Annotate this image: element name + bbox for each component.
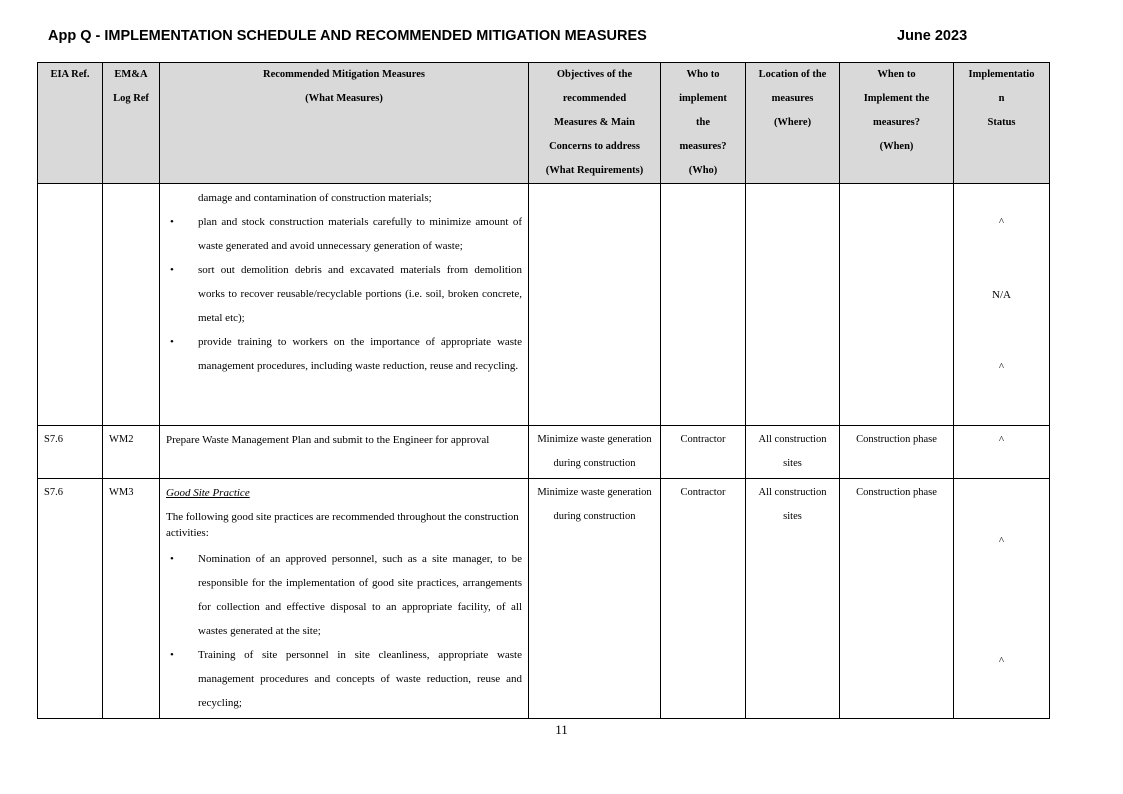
when-cell [840,184,954,426]
table-row [38,479,1050,719]
section-heading: Good Site Practice [166,487,250,499]
who-cell: Contractor [661,426,746,479]
mitigation-measures-cell [160,479,529,719]
bullet-icon: • [170,216,174,228]
bullet-icon: • [170,553,174,565]
list-item: • provide training to workers on the importance of appropriate waste management procedures, including waste reduction, reuse and recycling. [166,330,522,378]
list-item: • sort out demolition debris and excavated materials from demolition works to recover reusable/recyclable portions (i.e. soil, broken concrete, metal etc); [166,258,522,330]
intro-text: The following good site practices are recommended throughout the construction activities: [166,511,519,539]
eia-ref-cell: S7.6 [38,426,103,479]
mitigation-measures-cell [160,184,529,426]
header-when: When to Implement the measures? (When) [840,63,954,184]
header-who: Who to implement the measures? (Who) [661,63,746,184]
table-header-row [38,63,1050,184]
list-item: • plan and stock construction materials carefully to minimize amount of waste generated and avoid unnecessary generation of waste; [166,210,522,258]
page-number: 11 [555,722,568,737]
table-row [38,184,1050,426]
when-cell: Construction phase [840,426,954,479]
header-implementation-status: Implementatio n Status [954,63,1050,184]
header-ema-log-ref: EM&A Log Ref [103,63,160,184]
header-where: Location of the measures (Where) [746,63,840,184]
status-cell: ^ [954,426,1050,479]
where-cell [746,184,840,426]
list-item: • Nomination of an approved personnel, such as a site manager, to be responsible for the implementation of good site practices, arrangements for collection and effective disposal to an appropriate facility, of all wastes generated at the site; [166,547,522,643]
where-cell: All construction sites [746,426,840,479]
bullet-icon: • [170,649,174,661]
objectives-cell: Minimize waste generation during construction [529,479,661,719]
eia-ref-cell: S7.6 [38,479,103,719]
eia-ref-cell [38,184,103,426]
implementation-schedule-table [37,62,1050,719]
status-value: N/A [992,289,1011,301]
continuation-text: damage and contamination of construction materials; [198,192,432,204]
ema-log-ref-cell: WM3 [103,479,160,719]
table-row [38,426,1050,479]
where-cell: All construction sites [746,479,840,719]
header-eia-ref: EIA Ref. [38,63,103,184]
header-objectives: Objectives of the recommended Measures & Main Concerns to address (What Requirements) [529,63,661,184]
mitigation-measures-cell: Prepare Waste Management Plan and submit to the Engineer for approval [160,426,529,479]
status-value: ^ [998,216,1005,228]
status-cell [954,479,1050,719]
bullet-icon: • [170,264,174,276]
ema-log-ref-cell [103,184,160,426]
status-value: ^ [998,535,1005,547]
bullet-icon: • [170,336,174,348]
ema-log-ref-cell: WM2 [103,426,160,479]
objectives-cell [529,184,661,426]
document-title: App Q - IMPLEMENTATION SCHEDULE AND RECOMMENDED MITIGATION MEASURES [48,28,647,44]
objectives-cell: Minimize waste generation during construction [529,426,661,479]
who-cell [661,184,746,426]
status-cell [954,184,1050,426]
when-cell: Construction phase [840,479,954,719]
who-cell: Contractor [661,479,746,719]
status-value: ^ [998,655,1005,667]
header-mitigation-measures: Recommended Mitigation Measures (What Measures) [160,63,529,184]
status-value: ^ [998,361,1005,373]
document-date: June 2023 [897,28,968,44]
list-item: • Training of site personnel in site cleanliness, appropriate waste management procedures and concepts of waste reduction, reuse and recycling; [166,643,522,715]
